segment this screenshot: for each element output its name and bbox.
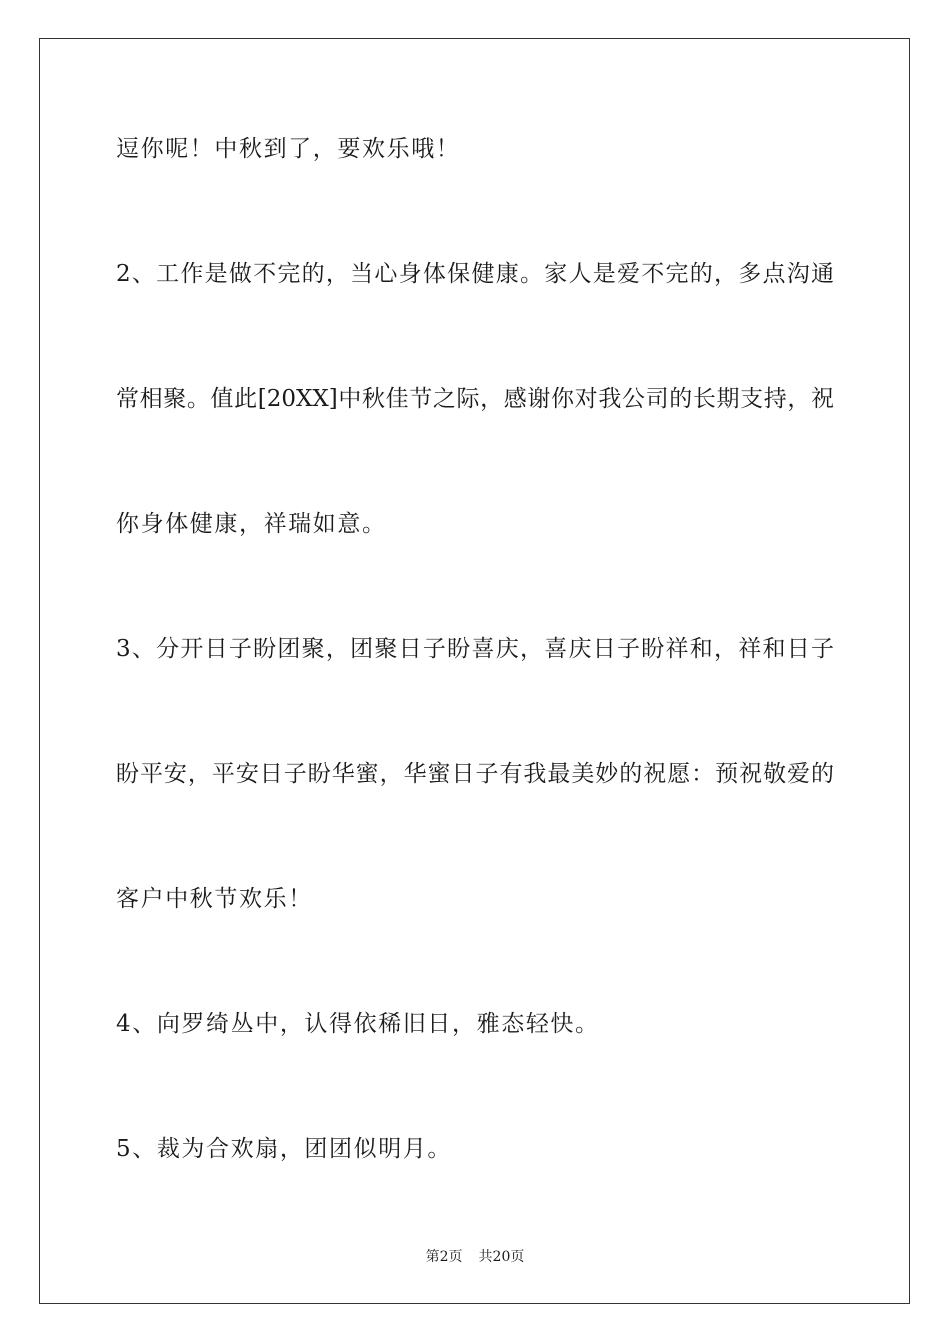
page-footer xyxy=(0,1247,950,1267)
text-line-5: 3、分开日子盼团聚，团聚日子盼喜庆，喜庆日子盼祥和，祥和日子 xyxy=(116,636,834,662)
text-line-8: 4、向罗绮丛中，认得依稀旧日，雅态轻快。 xyxy=(116,1011,600,1037)
text-line-4: 你身体健康，祥瑞如意。 xyxy=(116,511,387,537)
text-line-6: 盼平安，平安日子盼华蜜，华蜜日子有我最美妙的祝愿：预祝敬爱的 xyxy=(116,761,834,787)
text-line-3: 常相聚。值此[20XX]中秋佳节之际，感谢你对我公司的长期支持，祝 xyxy=(116,386,834,412)
text-line-7: 客户中秋节欢乐！ xyxy=(116,886,313,912)
text-line-9: 5、裁为合欢扇，团团似明月。 xyxy=(116,1136,453,1162)
text-line-1: 逗你呢！中秋到了，要欢乐哦！ xyxy=(116,136,461,162)
page-border xyxy=(39,38,910,1304)
page-number: 第2页 xyxy=(425,1249,463,1265)
text-line-2: 2、工作是做不完的，当心身体保健康。家人是爱不完的，多点沟通 xyxy=(116,261,834,287)
page-total: 共20页 xyxy=(478,1249,525,1265)
